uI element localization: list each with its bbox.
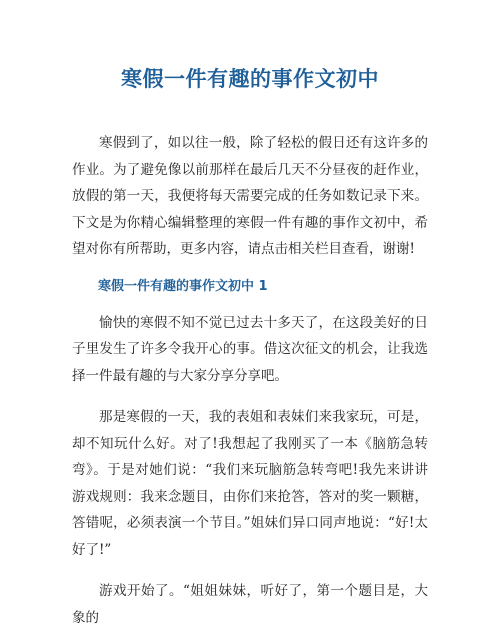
intro-paragraph: 寒假到了，如以往一般，除了轻松的假日还有这许多的作业。为了避免像以前那样在最后几天不分昼夜的赶作业，放假的第一天，我便将每天需要完成的任务如数记录下来。下文是为你精心编辑整理的寒假一件有趣的事作文初中，希望对你有所帮助，更多内容，请点击相关栏目查看，谢谢! [72, 135, 428, 257]
section-heading: 寒假一件有趣的事作文初中 1 [98, 278, 268, 294]
body-paragraph: 那是寒假的一天，我的表姐和表妹们来我家玩，可是，却不知玩什么好。对了!我想起了我刚买了一本《脑筋急转弯》。于是对她们说：“我们来玩脑筋急转弯吧!我先来讲讲游戏规则：我来念题目，由你们来抢答，答对的奖一颗糖，答错呢，必须表演一个节目。”姐妹们异口同声地说：“好!太好了!” [72, 409, 428, 558]
document-title: 寒假一件有趣的事作文初中 [121, 67, 379, 91]
body-paragraph: 愉快的寒假不知不觉已过去十多天了，在这段美好的日子里发生了许多令我开心的事。借这次征文的机会，让我选择一件最有趣的与大家分享分享吧。 [72, 314, 428, 384]
body-paragraph: 游戏开始了。“姐姐妹妹，听好了，第一个题目是，大象的 [72, 583, 428, 626]
